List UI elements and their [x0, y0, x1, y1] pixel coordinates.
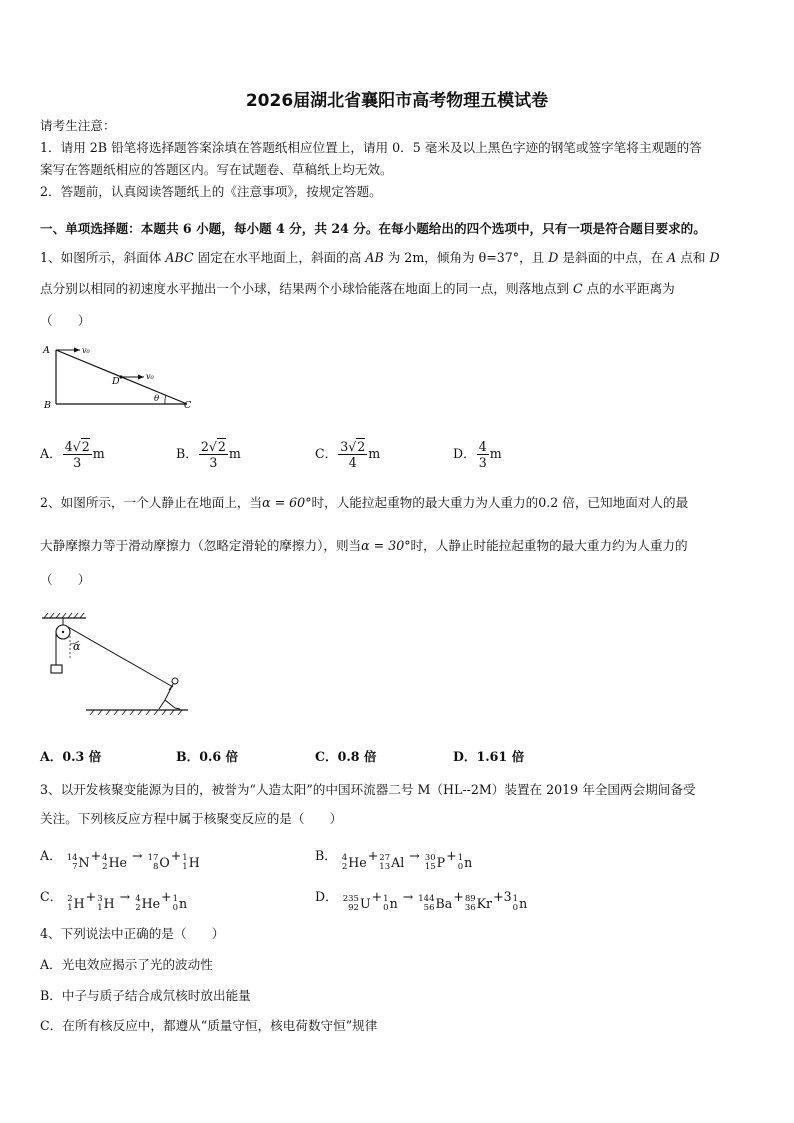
- q1-var-d2: D: [709, 250, 720, 265]
- q1-b-den: 3: [209, 455, 218, 471]
- q1-a-coef: 4: [64, 439, 73, 454]
- angle-arc: [165, 395, 166, 404]
- element-symbol: H: [188, 855, 200, 870]
- rope-slanted: [68, 627, 173, 687]
- element-symbol: H: [103, 896, 115, 911]
- nuclide: [135, 894, 160, 914]
- mass-number: 1: [512, 894, 519, 904]
- label-alpha: α: [73, 640, 81, 653]
- nuclide: [173, 894, 188, 914]
- plus-sign: +: [90, 848, 102, 863]
- plus-sign: +: [453, 889, 464, 904]
- label-b: B: [44, 400, 51, 411]
- atomic-number: 1: [182, 862, 188, 872]
- q2-option-b[interactable]: B．0.6 倍: [176, 749, 239, 764]
- point-d-dot: [119, 375, 122, 378]
- q2-option-c[interactable]: C．0.8 倍: [315, 749, 377, 764]
- q1-c-unit: m: [368, 446, 381, 462]
- q1-stem-line-2: [40, 279, 756, 299]
- q2-angle-30: α = 30°: [361, 538, 411, 553]
- q1-text: 为 2m，倾角为 θ=37°，且: [383, 250, 549, 265]
- element-symbol: N: [78, 855, 90, 870]
- q1-option-a[interactable]: [40, 440, 105, 469]
- plus-sign: +: [371, 889, 383, 904]
- q2-stem-line-1: [40, 493, 756, 513]
- q1-var-c: C: [572, 281, 583, 296]
- q3-option-d[interactable]: [315, 887, 528, 914]
- element-symbol: Ba: [435, 896, 453, 911]
- q2-answer-paren: （ ）: [40, 572, 91, 587]
- element-symbol: H: [73, 896, 85, 911]
- q1-option-c-fraction: $\frac{3√2}{4}$: [340, 439, 366, 471]
- plus-sign: +: [367, 848, 379, 863]
- element-symbol: n: [179, 896, 188, 911]
- q1-option-b[interactable]: [176, 440, 241, 469]
- atomic-number: 36: [464, 903, 476, 913]
- plus-sign: +: [493, 889, 504, 904]
- label-v0-d: v₀: [146, 372, 154, 381]
- atomic-number: 2: [102, 862, 108, 872]
- mass-number: 17: [147, 853, 159, 863]
- q1-option-b-fraction: $\frac{2√2}{3}$: [200, 439, 226, 471]
- q2-text: 时，人能拉起重物的最大重力为人重力的0.2 倍，已知地面对人的最: [311, 495, 689, 510]
- atomic-number: 0: [383, 903, 389, 913]
- q1-text: 1、如图所示，斜面体: [40, 250, 166, 265]
- q3-stem-line-1: 3、以开发核聚变能源为目的，被誉为“人造太阳”的中国环流器二号 M（HL--2M）装置在 2019 年全国两会期间备受: [40, 782, 696, 797]
- mass-number: 30: [424, 853, 436, 863]
- q3-option-c-label: C．: [40, 889, 63, 904]
- element-symbol: He: [348, 855, 367, 870]
- q2-pulley-figure: [38, 610, 190, 720]
- mass-number: 4: [135, 894, 141, 904]
- ground-hatching: [90, 710, 182, 715]
- q2-option-d[interactable]: D．1.61 倍: [453, 749, 525, 764]
- hanging-weight: [51, 665, 62, 673]
- q1-d-unit: m: [489, 446, 502, 462]
- q1-a-unit: m: [92, 446, 105, 462]
- q1-option-c[interactable]: [315, 440, 380, 469]
- q1-a-root: 2: [81, 439, 90, 454]
- element-symbol: He: [141, 896, 161, 911]
- q1-option-a-label: A．: [40, 446, 62, 462]
- atomic-number: 15: [424, 862, 436, 872]
- mass-number: 3: [97, 894, 103, 904]
- nuclide: [67, 894, 84, 914]
- notice-header: 请考生注意：: [40, 118, 116, 133]
- mass-number: 4: [102, 853, 108, 863]
- mass-number: 14: [66, 853, 78, 863]
- atomic-number: 2: [135, 903, 141, 913]
- velocity-arrowhead-a: [74, 348, 80, 353]
- q1-b-coef: 2: [200, 439, 209, 454]
- nuclide: [97, 894, 114, 914]
- atomic-number: 1: [97, 903, 103, 913]
- plus-sign: +: [161, 889, 172, 904]
- q1-d-den: 3: [478, 455, 487, 471]
- q3-option-a-label: A．: [40, 848, 62, 863]
- element-symbol: Kr: [476, 896, 493, 911]
- mass-number: 2: [67, 894, 73, 904]
- atomic-number: 8: [152, 862, 159, 872]
- section-heading: 一、单项选择题：本题共 6 小题，每小题 4 分，共 24 分。在每小题给出的四个选项中，只有一项是符合题目要求的。: [40, 221, 706, 236]
- mass-number: 144: [418, 894, 435, 904]
- nuclide: [513, 894, 528, 914]
- q1-c-coef: 3: [340, 439, 349, 454]
- nuclide: [458, 853, 473, 873]
- q1-d-num: 4: [478, 439, 487, 454]
- q1-text: 固定在水平地面上，斜面的高: [193, 250, 366, 265]
- label-v0-a: v₀: [82, 346, 90, 355]
- reaction-arrow: →: [409, 848, 420, 863]
- q1-b-unit: m: [228, 446, 241, 462]
- q1-var-a: A: [667, 250, 677, 265]
- neutron-count: 3: [503, 889, 512, 904]
- notice-item-1-line-1: 1．请用 2B 铅笔将选择题答案涂填在答题纸相应位置上，请用 0．5 毫米及以上黑色字迹的钢笔或签字笔将主观题的答: [40, 140, 702, 155]
- q2-option-a[interactable]: A．0.3 倍: [40, 749, 102, 764]
- q1-text: 是斜面的中点，在: [558, 250, 668, 265]
- nuclide: [148, 853, 170, 873]
- pulley-axle: [62, 631, 64, 633]
- q1-option-d-fraction: [477, 440, 489, 469]
- ceiling-hatching: [44, 613, 84, 618]
- nuclide: [465, 894, 492, 914]
- q1-c-den: 4: [348, 455, 357, 471]
- atomic-number: 92: [348, 903, 359, 913]
- label-a: A: [43, 345, 50, 356]
- q4-option-a[interactable]: A．光电效应揭示了光的波动性: [40, 957, 213, 972]
- atomic-number: 7: [72, 862, 78, 872]
- atomic-number: 0: [457, 862, 464, 872]
- q1-text: 点分别以相同的初速度水平抛出一个小球，结果两个小球恰能落在地面上的同一点，则落地点到: [40, 281, 573, 296]
- nuclide: [418, 894, 452, 914]
- atomic-number: 2: [341, 862, 348, 872]
- mass-number: 1: [457, 853, 464, 863]
- plus-sign: +: [446, 848, 457, 863]
- q1-incline-figure: [40, 340, 200, 412]
- mass-number: 1: [383, 894, 389, 904]
- mass-number: 1: [182, 853, 188, 863]
- element-symbol: n: [464, 855, 473, 870]
- nuclide: [67, 853, 90, 873]
- q1-answer-paren: （ ）: [40, 313, 91, 328]
- nuclide: [379, 853, 404, 873]
- q2-text: 时，人静止时能拉起重物的最大重力约为人重力的: [410, 538, 688, 553]
- mass-number: 89: [464, 894, 476, 904]
- nuclide: [102, 853, 127, 873]
- atomic-number: 1: [67, 903, 73, 913]
- nuclide: [383, 894, 398, 914]
- reaction-arrow: →: [119, 889, 131, 904]
- q1-text: 点的水平距离为: [582, 281, 675, 296]
- q4-option-b[interactable]: B．中子与质子结合成氘核时放出能量: [40, 988, 251, 1003]
- element-symbol: n: [389, 896, 398, 911]
- q1-option-d-label: D．: [453, 446, 476, 462]
- atomic-number: 0: [512, 903, 519, 913]
- q1-var-ab: AB: [365, 250, 384, 265]
- q1-a-den: 3: [73, 455, 82, 471]
- label-theta: θ: [154, 394, 160, 404]
- element-symbol: P: [436, 855, 446, 870]
- element-symbol: O: [159, 855, 170, 870]
- notice-item-1-line-2: 案写在答题纸相应的答题区内。写在试题卷、草稿纸上均无效。: [40, 162, 393, 177]
- nuclide: [182, 853, 199, 873]
- mass-number: 4: [341, 853, 348, 863]
- label-d: D: [112, 376, 120, 387]
- q3-option-b-label: B．: [315, 848, 337, 863]
- label-c: C: [184, 400, 192, 411]
- plus-sign: +: [170, 848, 182, 863]
- atomic-number: 56: [423, 903, 435, 913]
- element-symbol: U: [359, 896, 371, 911]
- q3-option-d-label: D．: [315, 889, 338, 904]
- notice-item-2: 2．答题前，认真阅读答题纸上的《注意事项》，按规定答题。: [40, 184, 382, 199]
- q1-c-root: 2: [357, 439, 366, 454]
- atomic-number: 0: [172, 903, 179, 913]
- q1-option-a-fraction: $\frac{4√2}{3}$: [64, 439, 90, 471]
- velocity-arrowhead-d: [138, 375, 144, 380]
- q1-option-c-label: C．: [315, 446, 338, 462]
- q1-b-root: 2: [217, 439, 226, 454]
- q1-text: 点和: [676, 250, 710, 265]
- nuclide: [425, 853, 445, 873]
- q3-option-b[interactable]: [315, 846, 473, 873]
- q2-text: 大静摩擦力等于滑动摩擦力（忽略定滑轮的摩擦力），则当: [40, 538, 362, 553]
- q2-angle-60: α = 60°: [262, 495, 312, 510]
- q2-stem-line-2: [40, 536, 756, 556]
- q1-option-d[interactable]: [453, 440, 502, 469]
- element-symbol: n: [519, 896, 528, 911]
- mass-number: 27: [379, 853, 391, 863]
- nuclide: [343, 894, 371, 914]
- nuclide: [342, 853, 367, 873]
- q1-var-abc: ABC: [165, 250, 194, 265]
- q1-var-d: D: [548, 250, 559, 265]
- q2-text: 2、如图所示，一个人静止在地面上，当: [40, 495, 263, 510]
- exam-title: 2026届湖北省襄阳市高考物理五模试卷: [245, 91, 549, 111]
- q4-stem: 4、下列说法中正确的是（ ）: [40, 926, 225, 941]
- plus-sign: +: [85, 889, 97, 904]
- element-symbol: Al: [391, 855, 405, 870]
- atomic-number: 13: [379, 862, 391, 872]
- q1-option-b-label: B．: [176, 446, 198, 462]
- reaction-arrow: →: [132, 848, 143, 863]
- element-symbol: He: [108, 855, 127, 870]
- person-icon: [159, 678, 180, 709]
- q4-option-c[interactable]: C．在所有核反应中，都遵从“质量守恒，核电荷数守恒”规律: [40, 1018, 378, 1033]
- mass-number: 1: [172, 894, 179, 904]
- q3-option-a[interactable]: [40, 846, 201, 873]
- q3-option-c[interactable]: [40, 887, 188, 914]
- reaction-arrow: →: [402, 889, 414, 904]
- q3-stem-line-2: 关注。下列核反应方程中属于核聚变反应的是（ ）: [40, 811, 343, 826]
- mass-number: 235: [342, 894, 359, 904]
- q1-stem-line-1: [40, 248, 756, 268]
